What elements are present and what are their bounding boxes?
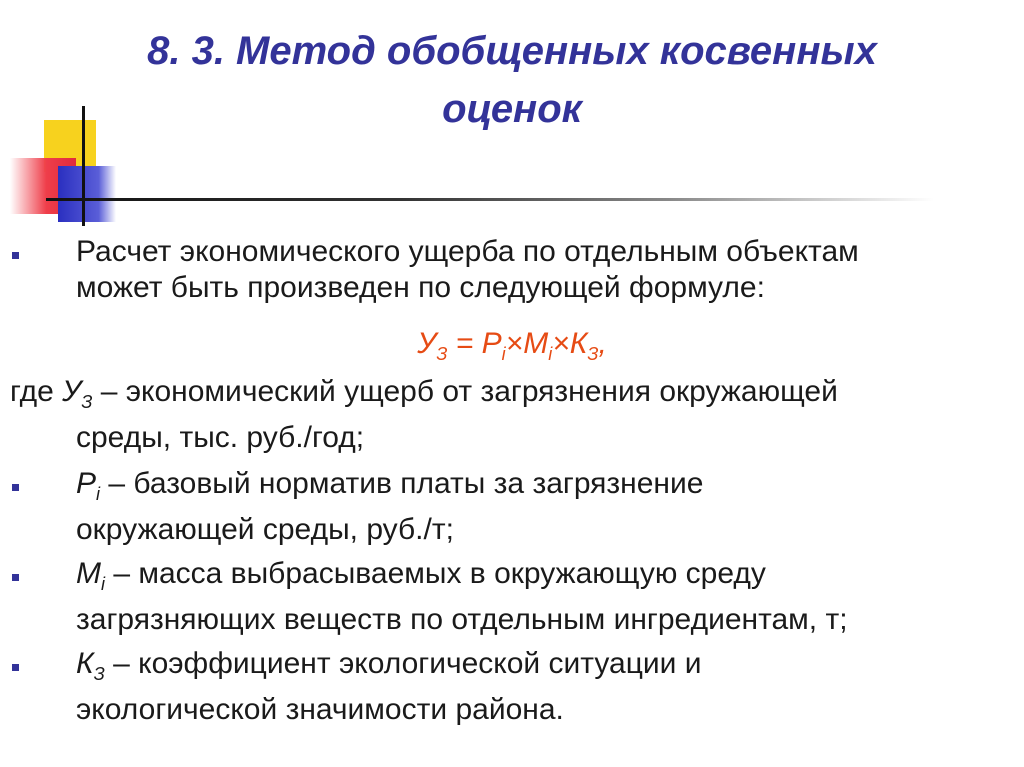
formula-eq: = <box>447 327 482 360</box>
def-m-line-1 <box>76 556 996 602</box>
intro-text <box>76 234 996 306</box>
intro-line-2: может быть произведен по следующей формуле: <box>76 271 765 304</box>
def-k-line-1-rest: – коэффициент экологической ситуации и <box>104 647 702 680</box>
def-p-line-2: окружающей среды, руб./т; <box>76 513 454 546</box>
def-m-line-1-rest: – масса выбрасываемых в окружающую среду <box>105 557 766 590</box>
formula-tail: , <box>598 327 607 360</box>
where-block <box>10 374 1010 456</box>
bullet-square-icon <box>12 664 19 671</box>
def-m-var-sub: i <box>101 574 105 594</box>
formula-k-sub: З <box>587 344 599 364</box>
where-line-1-rest: – экономический ущерб от загрязнения окружающей <box>92 375 838 408</box>
title-underline-rule <box>46 198 934 201</box>
formula-m-sub: i <box>548 344 553 364</box>
def-p-line-1 <box>76 466 996 512</box>
formula <box>0 326 1024 372</box>
formula-m: M <box>523 327 549 360</box>
def-k-var-sub: З <box>93 664 105 684</box>
def-k-line-1 <box>76 646 996 692</box>
def-p-line-1-rest: – базовый норматив платы за загрязнение <box>100 467 704 500</box>
def-k-text <box>76 646 996 728</box>
slide-title-line-1: 8. 3. Метод обобщенных косвенных <box>147 29 877 73</box>
def-p-var-sub: i <box>96 484 101 504</box>
formula-p-sub: i <box>501 344 506 364</box>
slide-title-line-2: оценок <box>442 87 582 131</box>
formula-u: У <box>417 327 437 360</box>
def-m-text <box>76 556 996 638</box>
where-prefix: где <box>10 375 63 408</box>
def-p-var: P <box>76 467 97 500</box>
bullet-square-icon <box>12 252 19 259</box>
def-p-text <box>76 466 996 548</box>
where-var: У <box>62 375 82 408</box>
where-line-1 <box>10 374 1010 420</box>
formula-times-2: × <box>552 327 570 360</box>
intro-line-1: Расчет экономического ущерба по отдельным объектам <box>76 235 859 268</box>
def-m-line-2: загрязняющих веществ по отдельным ингредиентам, т; <box>76 603 848 636</box>
def-k-var: К <box>76 647 94 680</box>
formula-k: К <box>569 327 588 360</box>
formula-times-1: × <box>505 327 524 360</box>
blue-square <box>58 166 116 222</box>
where-line-2: среды, тыс. руб./год; <box>76 421 365 454</box>
def-k-line-2: экологической значимости района. <box>76 693 564 726</box>
formula-u-sub: З <box>436 344 448 364</box>
def-m-var: M <box>76 557 101 590</box>
where-var-sub: З <box>81 392 93 412</box>
formula-p: P <box>481 327 502 360</box>
bullet-square-icon <box>12 574 19 581</box>
decorative-logo <box>0 100 240 230</box>
bullet-square-icon <box>12 484 19 491</box>
vertical-rule <box>82 106 85 226</box>
